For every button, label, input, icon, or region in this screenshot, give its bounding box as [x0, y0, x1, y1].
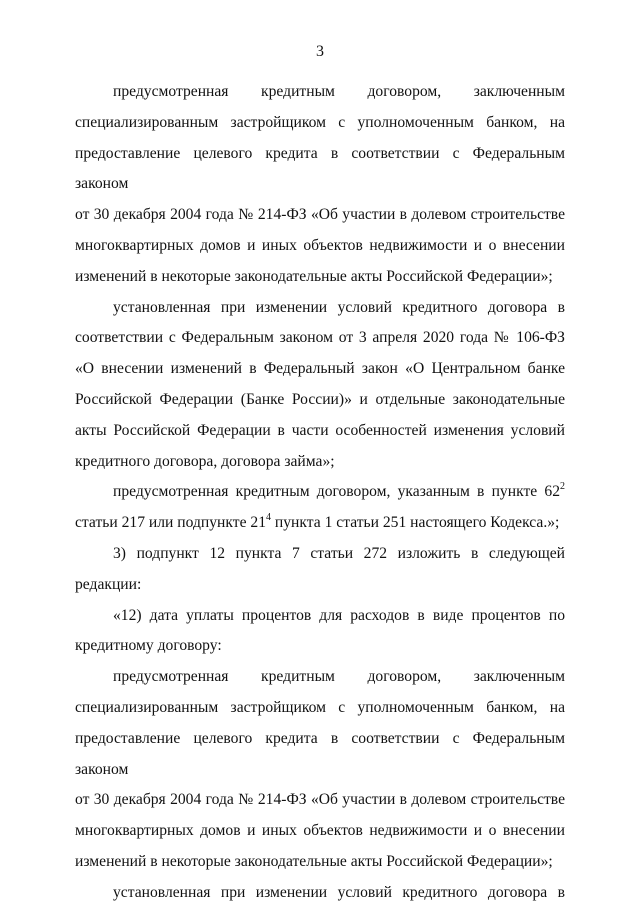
paragraph — [75, 878, 565, 909]
text-line: соответствии с Федеральным законом от 3 апреля 2020 года № 106-ФЗ — [75, 329, 565, 347]
paragraph — [75, 477, 565, 539]
text-fragment: статьи 217 или подпункте 21 — [75, 514, 266, 532]
text-fragment: предусмотренная кредитным договором, указанным в пункте 62 — [113, 483, 560, 501]
text-line: установленная при изменении условий кредитного договора в — [113, 883, 565, 901]
paragraph — [75, 601, 565, 663]
text-line: установленная при изменении условий кредитного договора в — [113, 298, 565, 316]
text-line: специализированным застройщиком с уполномоченным банком, на — [75, 113, 565, 131]
text-line: от 30 декабря 2004 года № 214-ФЗ «Об участии в долевом строительстве — [75, 206, 565, 224]
text-line: предоставление целевого кредита в соответствии с Федеральным законом — [75, 729, 565, 778]
text-line: от 30 декабря 2004 года № 214-ФЗ «Об участии в долевом строительстве — [75, 791, 565, 809]
paragraph — [75, 293, 565, 478]
superscript: 2 — [560, 481, 565, 493]
paragraph — [75, 539, 565, 601]
text-line: «12) дата уплаты процентов для расходов в виде процентов по — [113, 606, 565, 624]
document-body — [75, 77, 565, 909]
text-line: специализированным застройщиком с уполномоченным банком, на — [75, 698, 565, 716]
text-line: Российской Федерации (Банке России)» и отдельные законодательные — [75, 390, 565, 408]
page-number: 3 — [316, 43, 324, 60]
text-line: многоквартирных домов и иных объектов недвижимости и о внесении — [75, 822, 565, 840]
text-fragment: пункта 1 статьи 251 настоящего Кодекса.»; — [271, 514, 560, 532]
text-line: изменений в некоторые законодательные акты Российской Федерации»; — [75, 267, 553, 285]
text-line — [75, 477, 565, 508]
text-line: кредитного договора, договора займа»; — [75, 452, 335, 470]
superscript: 4 — [266, 512, 271, 524]
text-line: «О внесении изменений в Федеральный закон «О Центральном банке — [75, 360, 565, 378]
text-line: изменений в некоторые законодательные акты Российской Федерации»; — [75, 852, 553, 870]
text-line: 3) подпункт 12 пункта 7 статьи 272 изложить в следующей редакции: — [75, 544, 565, 593]
text-line: акты Российской Федерации в части особенностей изменения условий — [75, 421, 565, 439]
paragraph — [75, 662, 565, 878]
text-line: предусмотренная кредитным договором, заключенным — [113, 668, 565, 686]
text-line: многоквартирных домов и иных объектов недвижимости и о внесении — [75, 236, 565, 254]
paragraph — [75, 77, 565, 293]
text-line: кредитному договору: — [75, 637, 222, 655]
text-line: предусмотренная кредитным договором, заключенным — [113, 83, 565, 100]
text-line: предоставление целевого кредита в соответствии с Федеральным законом — [75, 144, 565, 193]
text-line — [75, 508, 565, 539]
